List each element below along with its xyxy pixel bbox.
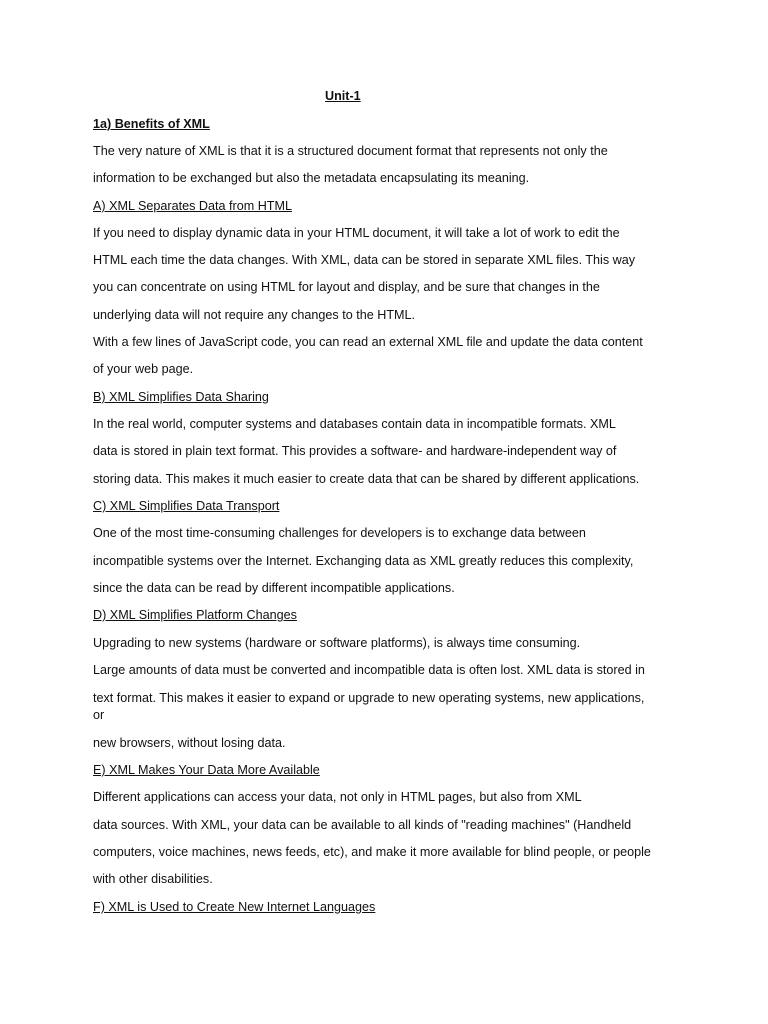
subsection-e-line-2: data sources. With XML, your data can be available to all kinds of "reading machines" (Handheld	[93, 818, 632, 832]
subsection-e-heading: E) XML Makes Your Data More Available	[93, 763, 320, 777]
subsection-c-line-2: incompatible systems over the Internet. Exchanging data as XML greatly reduces this complexity,	[93, 554, 634, 568]
subsection-a-line-5: With a few lines of JavaScript code, you can read an external XML file and update the data content	[93, 335, 643, 349]
subsection-c-line-3: since the data can be read by different incompatible applications.	[93, 581, 455, 595]
subsection-d-line-1: Upgrading to new systems (hardware or software platforms), is always time consuming.	[93, 636, 581, 650]
intro-line-1: The very nature of XML is that it is a structured document format that represents not only the	[93, 144, 608, 158]
section-heading: 1a) Benefits of XML	[93, 117, 210, 131]
subsection-d-line-3: text format. This makes it easier to expand or upgrade to new operating systems, new applications,	[93, 691, 645, 705]
subsection-a-line-1: If you need to display dynamic data in your HTML document, it will take a lot of work to edit the	[93, 226, 620, 240]
subsection-a-heading: A) XML Separates Data from HTML	[93, 199, 292, 213]
subsection-c-line-1: One of the most time-consuming challenges for developers is to exchange data between	[93, 526, 586, 540]
intro-line-2: information to be exchanged but also the metadata encapsulating its meaning.	[93, 171, 530, 185]
subsection-d-line-2: Large amounts of data must be converted and incompatible data is often lost. XML data is stored in	[93, 663, 645, 677]
subsection-d-line-5: new browsers, without losing data.	[93, 736, 286, 750]
subsection-b-line-3: storing data. This makes it much easier to create data that can be shared by different applications.	[93, 472, 640, 486]
subsection-a-line-2: HTML each time the data changes. With XML, data can be stored in separate XML files. This way	[93, 253, 636, 267]
subsection-e-line-3: computers, voice machines, news feeds, etc), and make it more available for blind people, or people	[93, 845, 651, 859]
subsection-b-line-1: In the real world, computer systems and databases contain data in incompatible formats. XML	[93, 417, 616, 431]
subsection-b-heading: B) XML Simplifies Data Sharing	[93, 390, 269, 404]
subsection-a-line-4: underlying data will not require any changes to the HTML.	[93, 308, 416, 322]
subsection-b-line-2: data is stored in plain text format. This provides a software- and hardware-independent way of	[93, 444, 617, 458]
subsection-a-line-6: of your web page.	[93, 362, 194, 376]
subsection-e-line-4: with other disabilities.	[93, 872, 213, 886]
page-title: Unit-1	[325, 89, 361, 103]
subsection-e-line-1: Different applications can access your data, not only in HTML pages, but also from XML	[93, 790, 582, 804]
subsection-d-line-4: or	[93, 708, 105, 722]
subsection-f-heading: F) XML is Used to Create New Internet Languages	[93, 900, 376, 914]
subsection-a-line-3: you can concentrate on using HTML for layout and display, and be sure that changes in the	[93, 280, 600, 294]
subsection-d-heading: D) XML Simplifies Platform Changes	[93, 608, 297, 622]
subsection-c-heading: C) XML Simplifies Data Transport	[93, 499, 280, 513]
